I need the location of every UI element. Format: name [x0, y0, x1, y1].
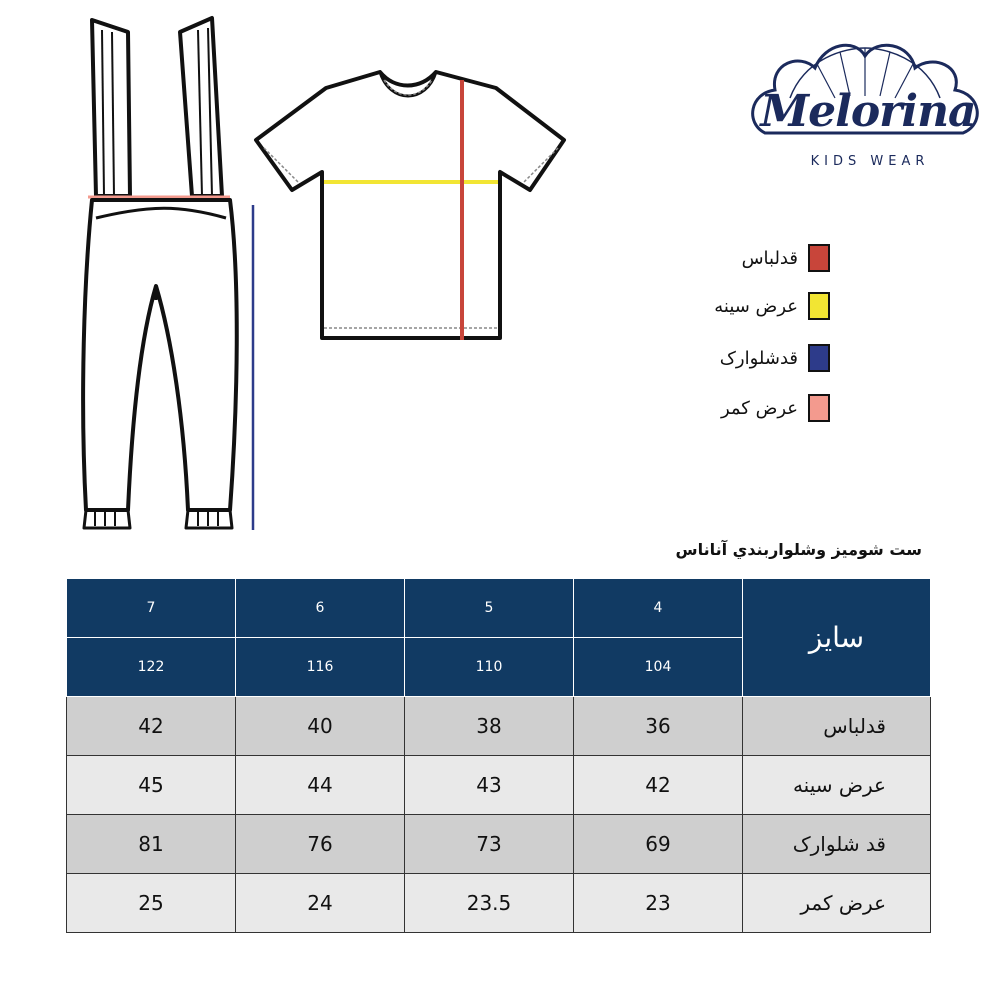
value-cell: 38: [405, 697, 574, 756]
table-row: [67, 697, 931, 756]
value-cell: 24: [236, 874, 405, 933]
brand-logo: [745, 18, 985, 188]
value-cell: 40: [236, 697, 405, 756]
value-cell: 43: [405, 756, 574, 815]
legend-item-length: [640, 240, 830, 276]
row-label: عرض کمر: [743, 874, 931, 933]
overalls-and-tshirt-illustration: [0, 0, 600, 545]
brand-name: Melorina: [760, 86, 976, 137]
table-row: [67, 874, 931, 933]
value-cell: 76: [236, 815, 405, 874]
table-row: [67, 815, 931, 874]
size-cell: 6: [236, 579, 405, 638]
size-cell: 5: [405, 579, 574, 638]
size-cell: 7: [67, 579, 236, 638]
height-cell: 104: [574, 638, 743, 697]
height-cell: 110: [405, 638, 574, 697]
value-cell: 42: [67, 697, 236, 756]
height-cell: 116: [236, 638, 405, 697]
legend-swatch-red: [808, 244, 830, 272]
height-cell: 122: [67, 638, 236, 697]
row-label: قدلباس: [743, 697, 931, 756]
value-cell: 23.5: [405, 874, 574, 933]
size-chart-table: [66, 578, 931, 933]
legend-swatch-blue: [808, 344, 830, 372]
size-number-row: [67, 579, 931, 638]
value-cell: 73: [405, 815, 574, 874]
overalls-straps: [92, 18, 222, 196]
value-cell: 81: [67, 815, 236, 874]
legend-item-pants: [640, 340, 830, 376]
legend-label: عرض سینه: [714, 295, 798, 317]
brand-tagline: KIDS WEAR: [810, 154, 930, 169]
value-cell: 69: [574, 815, 743, 874]
legend-swatch-pink: [808, 394, 830, 422]
legend-label: قدلباس: [741, 247, 798, 269]
product-title: ست شوميز وشلواربندي آناناس: [675, 540, 922, 559]
value-cell: 42: [574, 756, 743, 815]
overalls-pants: [83, 200, 237, 528]
legend-item-waist: [640, 390, 830, 426]
legend-label: قدشلوارک: [719, 347, 798, 369]
value-cell: 25: [67, 874, 236, 933]
size-cell: 4: [574, 579, 743, 638]
tshirt: [256, 72, 564, 338]
value-cell: 36: [574, 697, 743, 756]
value-cell: 44: [236, 756, 405, 815]
table-row: [67, 756, 931, 815]
value-cell: 23: [574, 874, 743, 933]
row-label: عرض سینه: [743, 756, 931, 815]
legend-label: عرض کمر: [720, 397, 798, 419]
value-cell: 45: [67, 756, 236, 815]
row-label: قد شلوارک: [743, 815, 931, 874]
legend-item-chest: [640, 288, 830, 324]
size-header: سایز: [743, 579, 931, 697]
legend-swatch-yellow: [808, 292, 830, 320]
